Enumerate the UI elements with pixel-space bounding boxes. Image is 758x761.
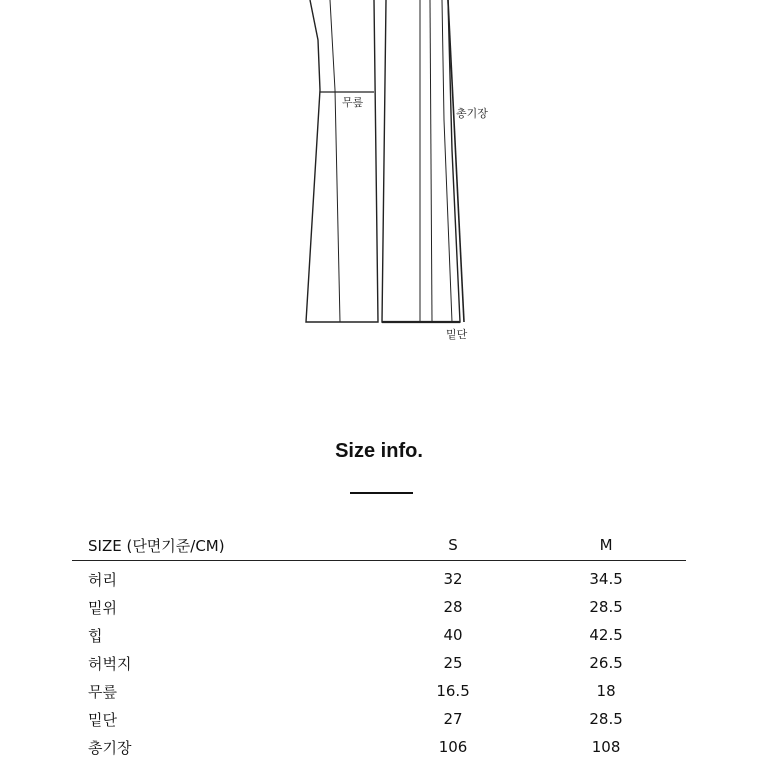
row-s-value: 27	[443, 710, 463, 728]
header-m: M	[526, 532, 686, 561]
size-table	[72, 532, 686, 761]
size-info-title: Size info.	[335, 440, 423, 462]
table-row	[72, 677, 686, 705]
row-m-value: 26.5	[589, 654, 623, 672]
row-label: 밑위	[88, 598, 117, 617]
row-label: 무릎	[88, 682, 117, 701]
row-s-value: 40	[443, 626, 463, 644]
total-length-label: 총기장	[456, 107, 488, 120]
table-row	[72, 621, 686, 649]
row-m-value: 28.5	[589, 710, 623, 728]
row-m-value: 34.5	[589, 570, 623, 588]
knee-label: 무릎	[342, 96, 364, 109]
row-s-value: 16.5	[436, 682, 470, 700]
table-row	[72, 733, 686, 761]
hem-label: 밑단	[446, 328, 468, 341]
title-underline	[350, 492, 413, 494]
row-m-value: 108	[591, 738, 621, 756]
header-s: S	[380, 532, 526, 561]
header-size: SIZE (단면기준/CM)	[72, 532, 380, 561]
row-m-value: 42.5	[589, 626, 623, 644]
row-label: 허벅지	[88, 654, 132, 673]
row-m-value: 28.5	[589, 598, 623, 616]
row-s-value: 28	[443, 598, 463, 616]
table-row	[72, 593, 686, 621]
row-label: 힙	[88, 626, 103, 645]
row-label: 총기장	[88, 738, 132, 757]
pants-measurement-diagram	[0, 0, 758, 360]
table-header-row	[72, 532, 686, 561]
row-s-value: 32	[443, 570, 463, 588]
row-label: 밑단	[88, 710, 117, 729]
table-row	[72, 705, 686, 733]
pants-line-drawing	[0, 0, 758, 360]
row-label: 허리	[88, 570, 117, 589]
row-s-value: 106	[438, 738, 468, 756]
table-row	[72, 561, 686, 594]
row-m-value: 18	[596, 682, 616, 700]
table-row	[72, 649, 686, 677]
row-s-value: 25	[443, 654, 463, 672]
